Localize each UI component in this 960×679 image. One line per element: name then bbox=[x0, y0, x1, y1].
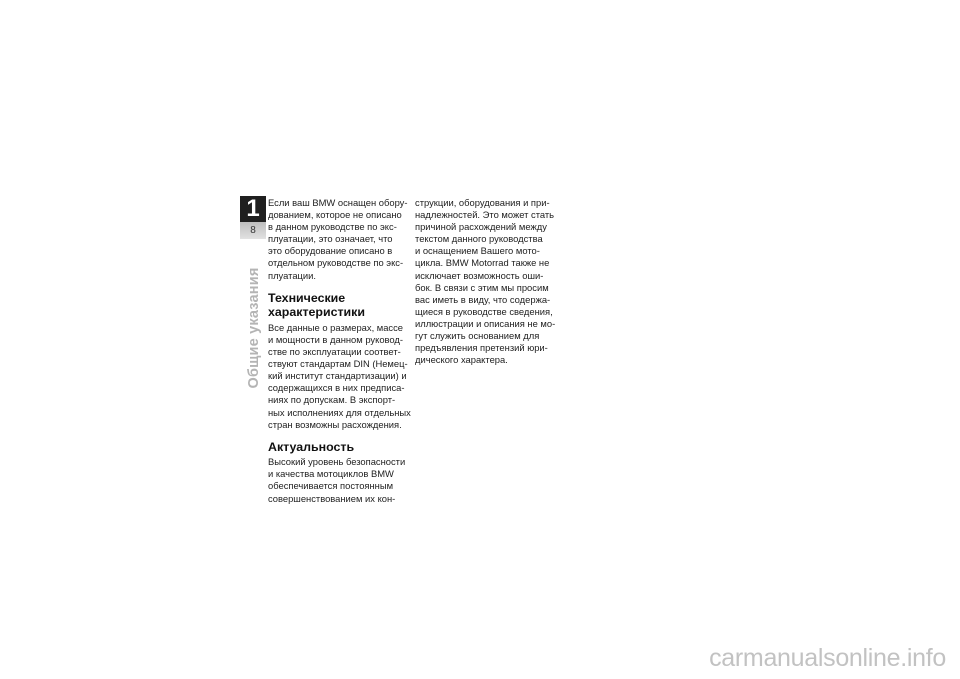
text-line: причиной расхождений между bbox=[415, 221, 547, 233]
side-title-container bbox=[241, 267, 267, 389]
watermark-text: carmanualsonline.info bbox=[709, 644, 946, 672]
page-number: 8 bbox=[240, 222, 266, 239]
paragraph bbox=[268, 321, 411, 431]
chapter-side-title: Общие указания bbox=[246, 267, 262, 389]
paragraph bbox=[268, 197, 408, 282]
paragraph bbox=[268, 456, 408, 504]
heading-line: Актуальность bbox=[268, 439, 355, 454]
text-line: в данном руководстве по экс- bbox=[268, 221, 397, 233]
text-line: вас иметь в виду, что содержа- bbox=[415, 293, 551, 305]
heading-line: Технические bbox=[268, 290, 346, 305]
chapter-number: 1 bbox=[240, 196, 266, 222]
section-heading-relevance bbox=[268, 440, 408, 455]
text-line: Все данные о размерах, массе bbox=[268, 321, 404, 333]
chapter-tab bbox=[240, 196, 266, 239]
text-line: плуатации. bbox=[268, 269, 316, 281]
text-line: и мощности в данном руковод- bbox=[268, 333, 404, 345]
text-line: Высокий уровень безопасности bbox=[268, 456, 406, 468]
text-line: исключает возможность оши- bbox=[415, 269, 544, 281]
heading-line: характеристики bbox=[268, 305, 365, 320]
text-line: надлежностей. Это может стать bbox=[415, 209, 555, 221]
text-line: цикла. BMW Motorrad также не bbox=[415, 257, 550, 269]
text-line: предъявления претензий юри- bbox=[415, 342, 548, 354]
text-line: и качества мотоциклов BMW bbox=[268, 468, 394, 480]
text-line: бок. В связи с этим мы просим bbox=[415, 281, 549, 293]
text-line: это оборудование описано в bbox=[268, 245, 393, 257]
text-line: отдельном руководстве по экс- bbox=[268, 257, 404, 269]
text-line: содержащихся в них предписа- bbox=[268, 382, 405, 394]
text-line: щиеся в руководстве сведения, bbox=[415, 305, 553, 317]
text-line: гут служить основанием для bbox=[415, 330, 540, 342]
text-line: дического характера. bbox=[415, 354, 508, 366]
text-line: текстом данного руководства bbox=[415, 233, 543, 245]
text-line: дованием, которое не описано bbox=[268, 209, 402, 221]
text-line: обеспечивается постоянным bbox=[268, 480, 394, 492]
text-column-left bbox=[268, 197, 411, 505]
text-line: стран возможны расхождения. bbox=[268, 418, 402, 430]
section-heading-specifications bbox=[268, 291, 408, 320]
text-line: ных исполнениях для отдельных bbox=[268, 406, 411, 418]
text-line: иллюстрации и описания не мо- bbox=[415, 317, 556, 329]
text-line: ствуют стандартам DIN (Немец- bbox=[268, 358, 408, 370]
text-line: плуатации, это означает, что bbox=[268, 233, 393, 245]
text-line: и оснащением Вашего мото- bbox=[415, 245, 540, 257]
text-line: совершенствованием их кон- bbox=[268, 492, 396, 504]
text-line: стве по эксплуатации соответ- bbox=[268, 346, 401, 358]
text-column-right bbox=[415, 197, 555, 366]
text-line: струкции, оборудования и при- bbox=[415, 197, 550, 208]
text-line: Если ваш BMW оснащен обору- bbox=[268, 197, 408, 208]
paragraph bbox=[415, 197, 555, 366]
text-line: кий институт стандартизации) и bbox=[268, 370, 407, 382]
text-line: ниях по допускам. В экспорт- bbox=[268, 394, 396, 406]
